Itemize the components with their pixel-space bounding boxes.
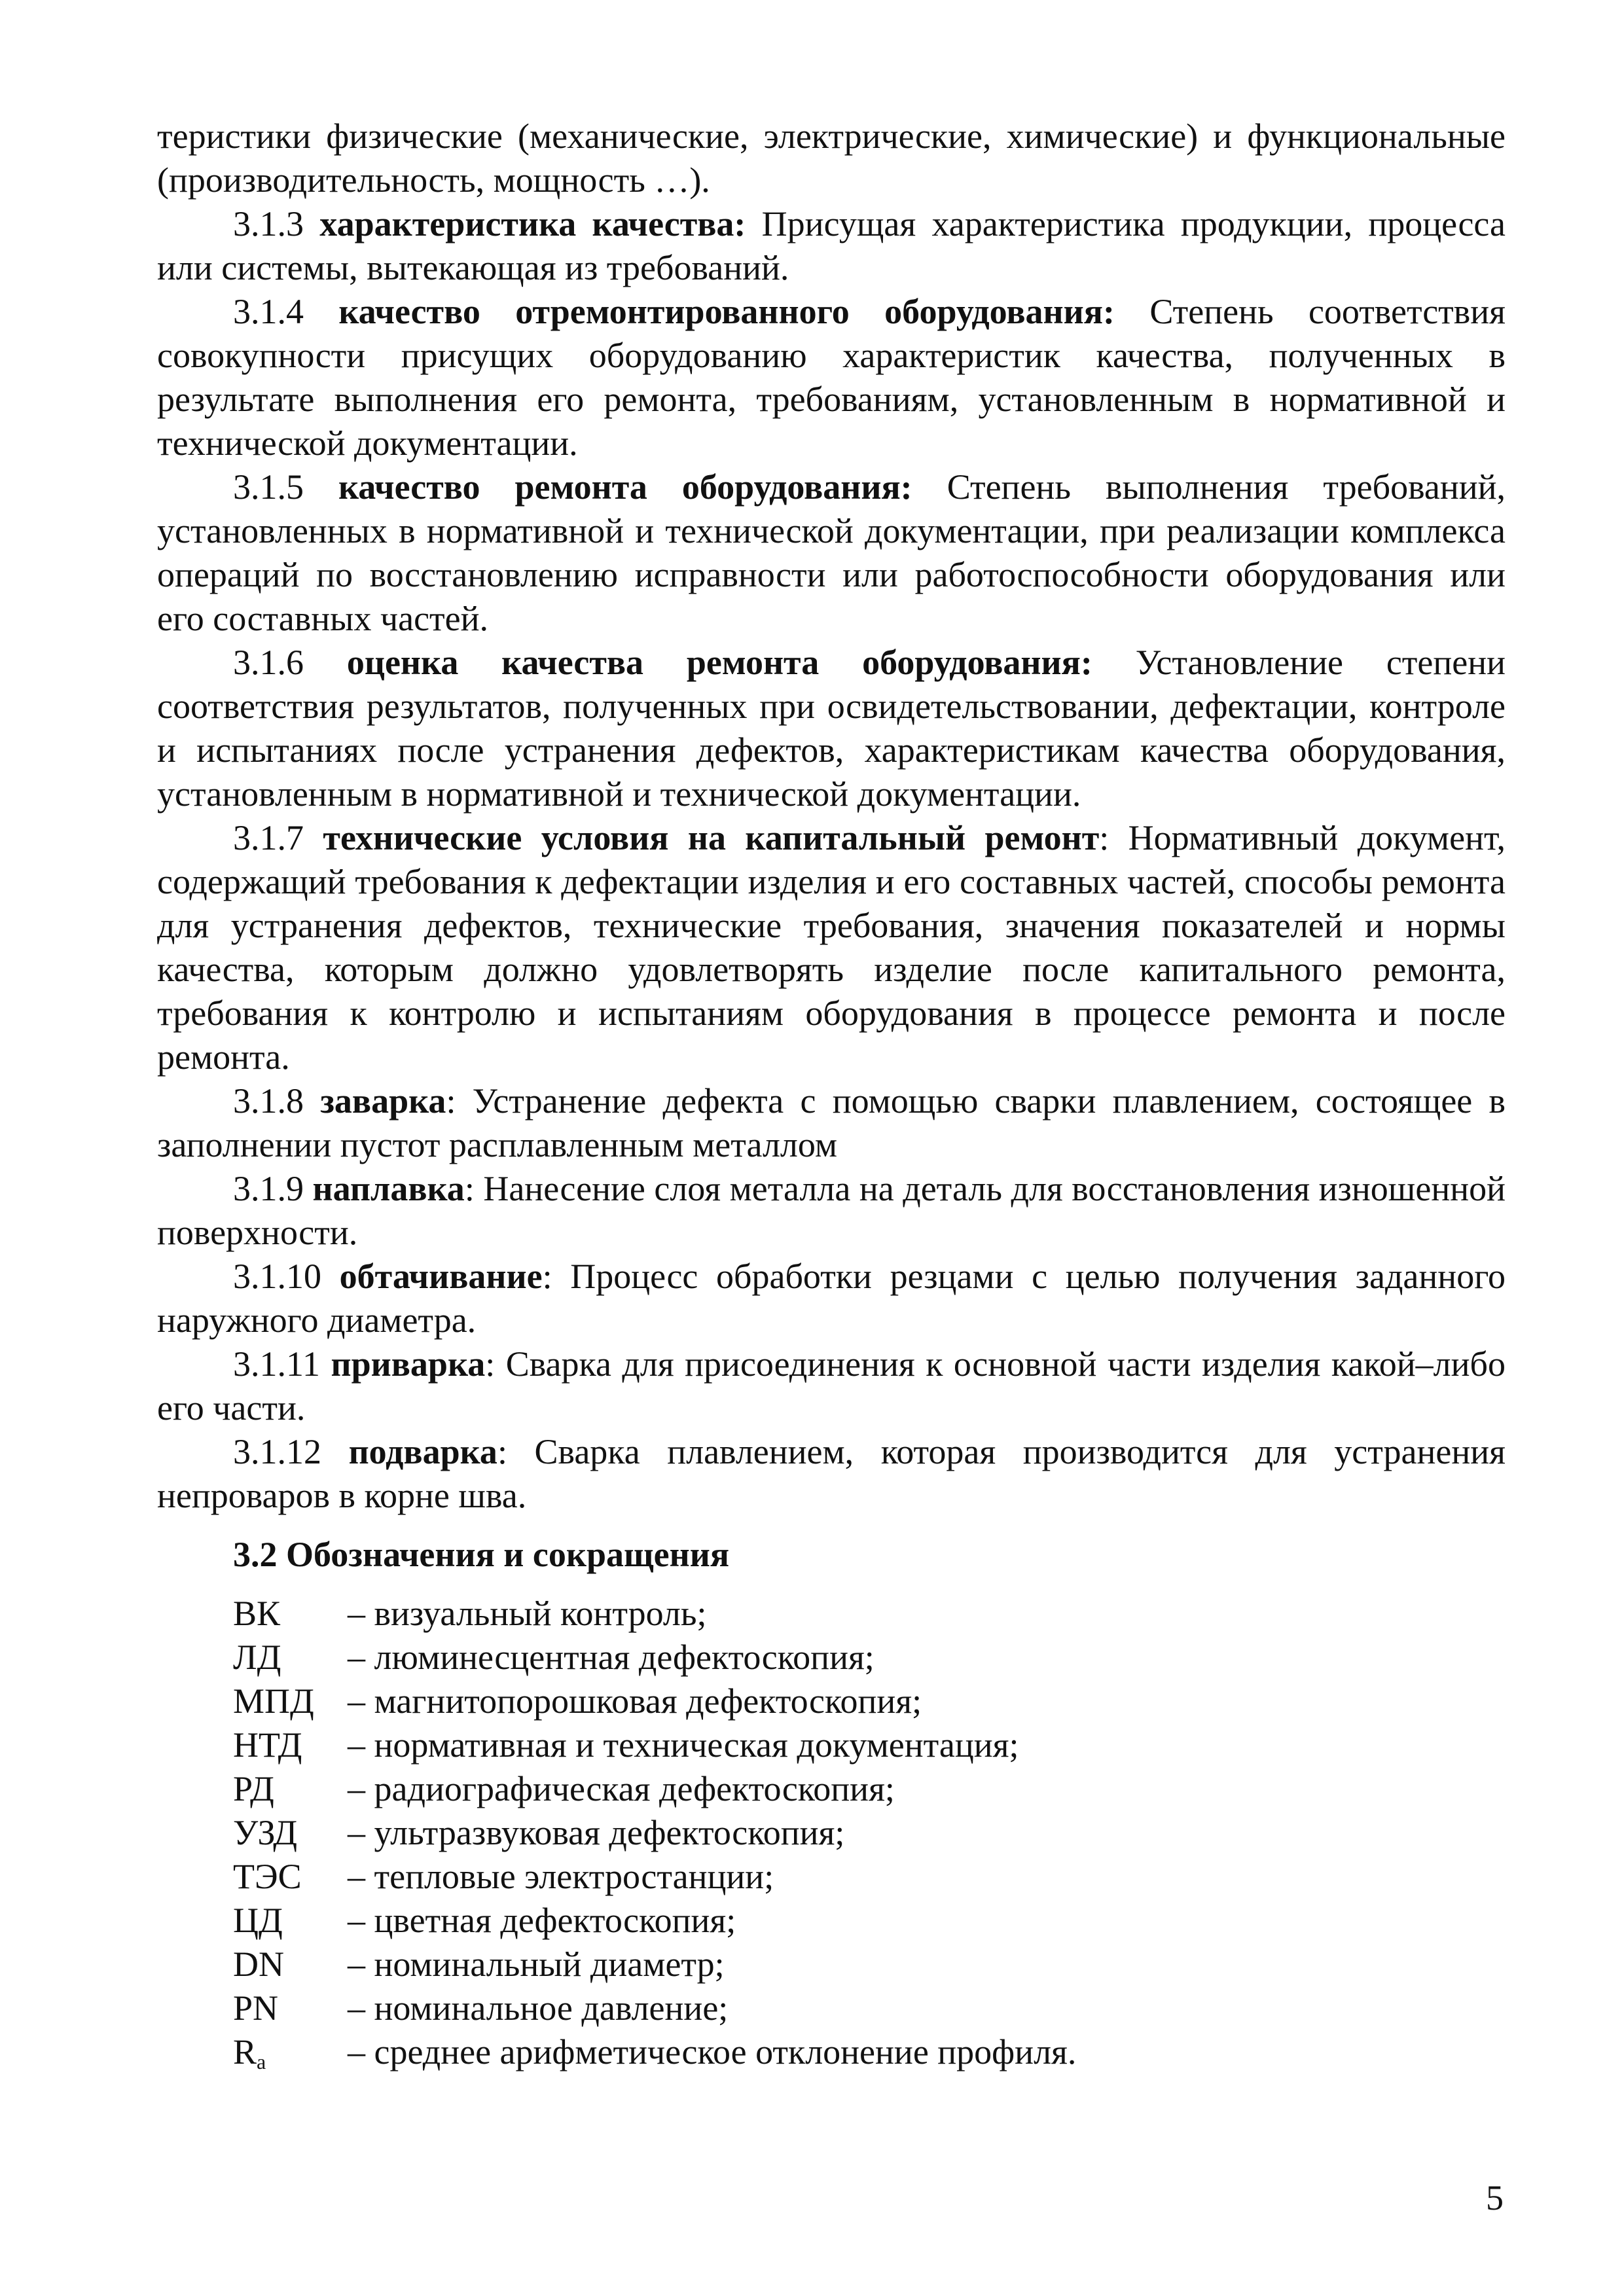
definition-text: Степень соответствия совокупности присущих оборудованию характеристик качества, полученных в результате выполнения его ремонта, требованиям, установленным в нормативной и технической документации. — [157, 292, 1506, 463]
intro-paragraph: теристики физические (механические, электрические, химические) и функциональные (производительность, мощность …). — [157, 117, 1506, 200]
abbreviation-code: МПД — [233, 1681, 314, 1721]
definition-text: Сварка для присоединения к основной части изделия какой–либо его части. — [157, 1344, 1506, 1427]
abbreviation-description: – номинальный диаметр; — [348, 1945, 725, 1984]
definition-text: Установление степени соответствия результатов, полученных при освидетельствовании, дефектации, контроле и испытаниях после устранения дефектов, характеристикам качества оборудования, установленным в нормативной и технической документации. — [157, 643, 1506, 814]
definition-number: 3.1.6 — [233, 643, 304, 682]
abbreviation-row — [233, 1811, 1506, 1855]
abbreviations-list — [157, 1592, 1506, 2074]
abbreviation-row — [233, 1986, 1506, 2030]
abbreviation-code: УЗД — [233, 1813, 298, 1852]
definition-number: 3.1.10 — [233, 1257, 321, 1296]
definition-item — [157, 290, 1506, 465]
definition-number: 3.1.12 — [233, 1432, 321, 1471]
definition-text: Нанесение слоя металла на деталь для восстановления изношенной поверхности. — [157, 1169, 1506, 1252]
abbreviation-code: НТД — [233, 1725, 302, 1765]
definition-separator — [912, 467, 947, 507]
abbreviation-code-base: R — [233, 2032, 257, 2072]
definition-term: технические условия на капитальный ремонт — [323, 818, 1100, 857]
definition-text: Устранение дефекта с помощью сварки плавлением, состоящее в заполнении пустот расплавленным металлом — [157, 1081, 1506, 1164]
definition-term: оценка качества ремонта оборудования: — [346, 643, 1092, 682]
abbreviation-row — [233, 1943, 1506, 1986]
definition-item — [157, 202, 1506, 290]
definition-separator: : — [497, 1432, 535, 1471]
definition-number: 3.1.5 — [233, 467, 304, 507]
definition-item — [157, 641, 1506, 816]
definition-separator: : — [485, 1344, 506, 1384]
definition-term: обтачивание — [339, 1257, 543, 1296]
abbreviation-code: ЛД — [233, 1638, 281, 1677]
abbreviation-code: ЦД — [233, 1901, 283, 1940]
abbreviation-description: – среднее арифметическое отклонение профиля. — [348, 2032, 1077, 2072]
definition-separator: : — [446, 1081, 473, 1121]
definitions-list — [157, 202, 1506, 1518]
definition-item — [157, 1255, 1506, 1342]
definition-text: Нормативный документ, содержащий требования к дефектации изделия и его составных частей, способы ремонта для устранения дефектов, технические требования, значения показателей и нормы качества, которым должно удовлетворять изделие после капитального ремонта, требования к контролю и испытаниям оборудования в процессе ремонта и после ремонта. — [157, 818, 1506, 1077]
definition-term: подварка — [348, 1432, 497, 1471]
definition-separator — [746, 204, 761, 243]
abbreviation-description: – магнитопорошковая дефектоскопия; — [348, 1681, 922, 1721]
abbreviation-row — [233, 1723, 1506, 1767]
abbreviation-description: – тепловые электростанции; — [348, 1857, 774, 1896]
section-heading: 3.2 Обозначения и сокращения — [233, 1535, 730, 1574]
definition-item — [157, 1079, 1506, 1167]
abbreviation-code — [233, 2030, 348, 2074]
abbreviation-description: – нормативная и техническая документация; — [348, 1725, 1019, 1765]
definition-number: 3.1.9 — [233, 1169, 304, 1208]
definition-text: Сварка плавлением, которая производится для устранения непроваров в корне шва. — [157, 1432, 1506, 1515]
definition-term: характеристика качества: — [319, 204, 746, 243]
definition-item — [157, 1342, 1506, 1430]
definition-item — [157, 816, 1506, 1079]
definition-number: 3.1.4 — [233, 292, 304, 331]
definition-term: качество отремонтированного оборудования: — [338, 292, 1115, 331]
definition-term: заварка — [320, 1081, 446, 1121]
abbreviation-description: – визуальный контроль; — [348, 1594, 707, 1633]
definition-separator: : — [1099, 818, 1128, 857]
definition-item — [157, 465, 1506, 641]
definition-item — [157, 1430, 1506, 1518]
definition-separator: : — [464, 1169, 484, 1208]
definition-term: приварка — [331, 1344, 486, 1384]
definition-text: Степень выполнения требований, установленных в нормативной и технической документации, при реализации комплекса операций по восстановлению исправности или работоспособности оборудования или его составных частей. — [157, 467, 1506, 638]
abbreviation-description: – радиографическая дефектоскопия; — [348, 1769, 895, 1808]
definition-number: 3.1.3 — [233, 204, 304, 243]
definition-separator — [1092, 643, 1136, 682]
abbreviation-code: DN — [233, 1945, 284, 1984]
abbreviation-code-subscript: a — [257, 2050, 266, 2073]
definition-item — [157, 1167, 1506, 1255]
abbreviation-code: ВК — [233, 1594, 281, 1633]
abbreviation-code: ТЭС — [233, 1857, 302, 1896]
page-number: 5 — [1486, 2178, 1504, 2217]
definition-number: 3.1.8 — [233, 1081, 304, 1121]
abbreviation-row — [233, 1592, 1506, 1636]
definition-separator — [1115, 292, 1149, 331]
abbreviation-description: – ультразвуковая дефектоскопия; — [348, 1813, 845, 1852]
definition-term: наплавка — [312, 1169, 465, 1208]
abbreviation-description: – номинальное давление; — [348, 1988, 729, 2028]
abbreviation-row — [233, 1899, 1506, 1943]
abbreviation-row — [233, 1767, 1506, 1811]
abbreviation-row — [233, 1636, 1506, 1679]
definition-separator: : — [542, 1257, 571, 1296]
definition-number: 3.1.7 — [233, 818, 304, 857]
abbreviation-code: PN — [233, 1988, 279, 2028]
definition-text: Процесс обработки резцами с целью получения заданного наружного диаметра. — [157, 1257, 1506, 1340]
document-page — [157, 115, 1506, 2074]
abbreviation-row — [233, 1855, 1506, 1899]
abbreviation-row — [233, 2030, 1506, 2074]
definition-term: качество ремонта оборудования: — [338, 467, 912, 507]
abbreviation-description: – люминесцентная дефектоскопия; — [348, 1638, 875, 1677]
definition-number: 3.1.11 — [233, 1344, 320, 1384]
abbreviation-code: РД — [233, 1769, 274, 1808]
abbreviation-row — [233, 1679, 1506, 1723]
definition-text: Присущая характеристика продукции, процесса или системы, вытекающая из требований. — [157, 204, 1506, 287]
abbreviation-description: – цветная дефектоскопия; — [348, 1901, 736, 1940]
